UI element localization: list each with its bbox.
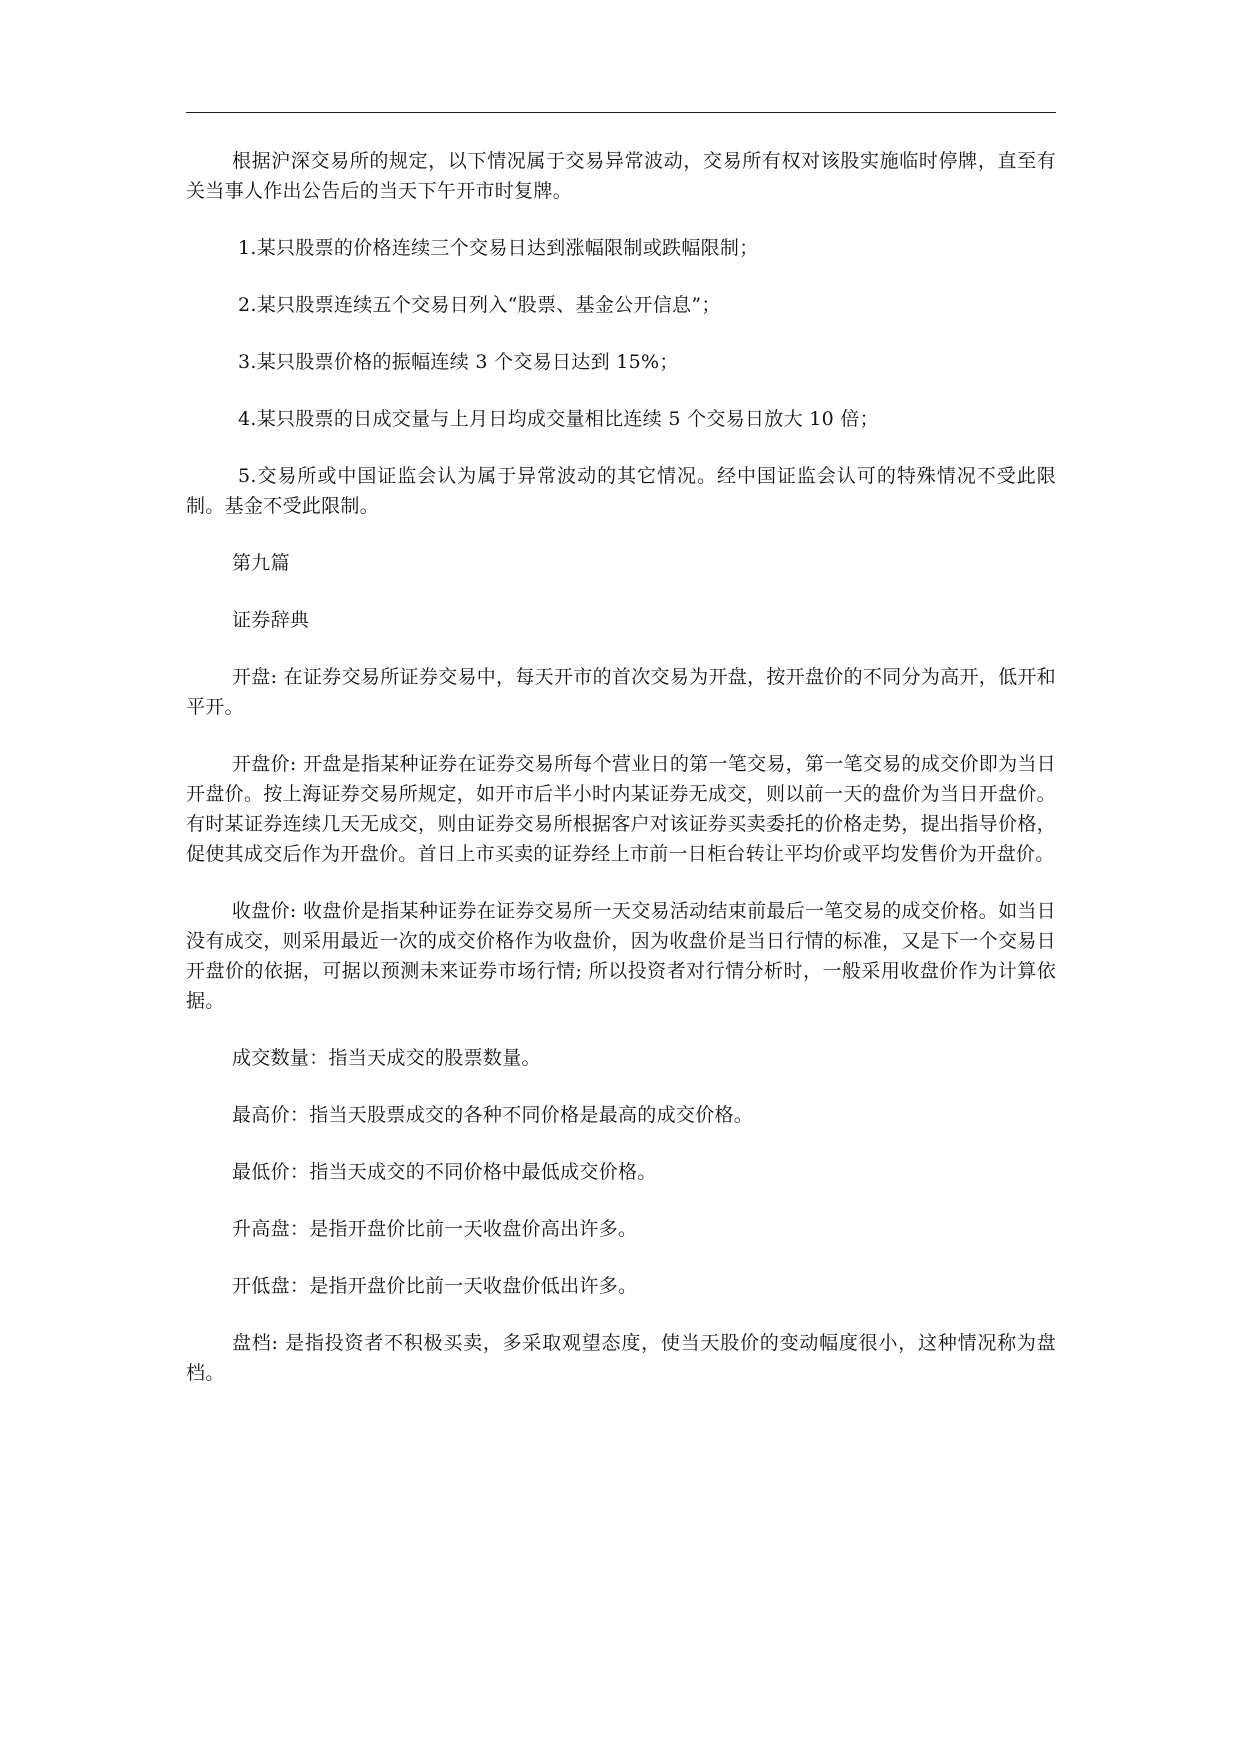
definition-paragraph: 最低价：指当天成交的不同价格中最低成交价格。 — [232, 1161, 657, 1183]
definition-paragraph: 升高盘：是指开盘价比前一天收盘价高出许多。 — [232, 1218, 638, 1240]
document-body — [186, 146, 1056, 1415]
definition-paragraph: 开盘价: 开盘是指某种证券在证券交易所每个营业日的第一笔交易，第一笔交易的成交价即为当日开盘价。按上海证券交易所规定，如开市后半小时内某证券无成交，则以前一天的盘价为当日开盘价。有时某证券连续几天无成交，则由证券交易所根据客户对该证券买卖委托的价格走势，提出指导价格，促使其成交后作为开盘价。首日上市买卖的证券经上市前一日柜台转让平均价或平均发售价为开盘价。 — [186, 753, 1056, 865]
list-item: 5.交易所或中国证监会认为属于异常波动的其它情况。经中国证监会认可的特殊情况不受此限制。基金不受此限制。 — [186, 465, 1056, 517]
definition-paragraph: 开低盘：是指开盘价比前一天收盘价低出许多。 — [232, 1275, 638, 1297]
definition-paragraph: 盘档: 是指投资者不积极买卖，多采取观望态度，使当天股价的变动幅度很小，这种情况称为盘档。 — [186, 1332, 1056, 1384]
chapter-heading: 第九篇 — [232, 552, 290, 574]
definition-paragraph: 开盘: 在证券交易所证券交易中，每天开市的首次交易为开盘，按开盘价的不同分为高开，低开和平开。 — [186, 666, 1056, 718]
definition-paragraph: 最高价：指当天股票成交的各种不同价格是最高的成交价格。 — [232, 1104, 754, 1126]
list-item: 1.某只股票的价格连续三个交易日达到涨幅限制或跌幅限制； — [238, 237, 759, 259]
list-item: 3.某只股票价格的振幅连续 3 个交易日达到 15%； — [238, 351, 679, 373]
paragraph-intro: 根据沪深交易所的规定，以下情况属于交易异常波动，交易所有权对该股实施临时停牌，直至有关当事人作出公告后的当天下午开市时复牌。 — [186, 150, 1056, 202]
section-title: 证券辞典 — [232, 609, 310, 631]
definition-paragraph: 收盘价: 收盘价是指某种证券在证券交易所一天交易活动结束前最后一笔交易的成交价格。如当日没有成交，则采用最近一次的成交价格作为收盘价，因为收盘价是当日行情的标准，又是下一个交易日开盘价的依据，可据以预测未来证券市场行情; 所以投资者对行情分析时，一般采用收盘价作为计算依据。 — [186, 900, 1056, 1012]
list-item: 4.某只股票的日成交量与上月日均成交量相比连续 5 个交易日放大 10 倍； — [238, 408, 879, 430]
header-rule — [186, 112, 1056, 113]
definition-paragraph: 成交数量：指当天成交的股票数量。 — [232, 1047, 541, 1069]
list-item: 2.某只股票连续五个交易日列入“股票、基金公开信息”； — [238, 294, 721, 316]
